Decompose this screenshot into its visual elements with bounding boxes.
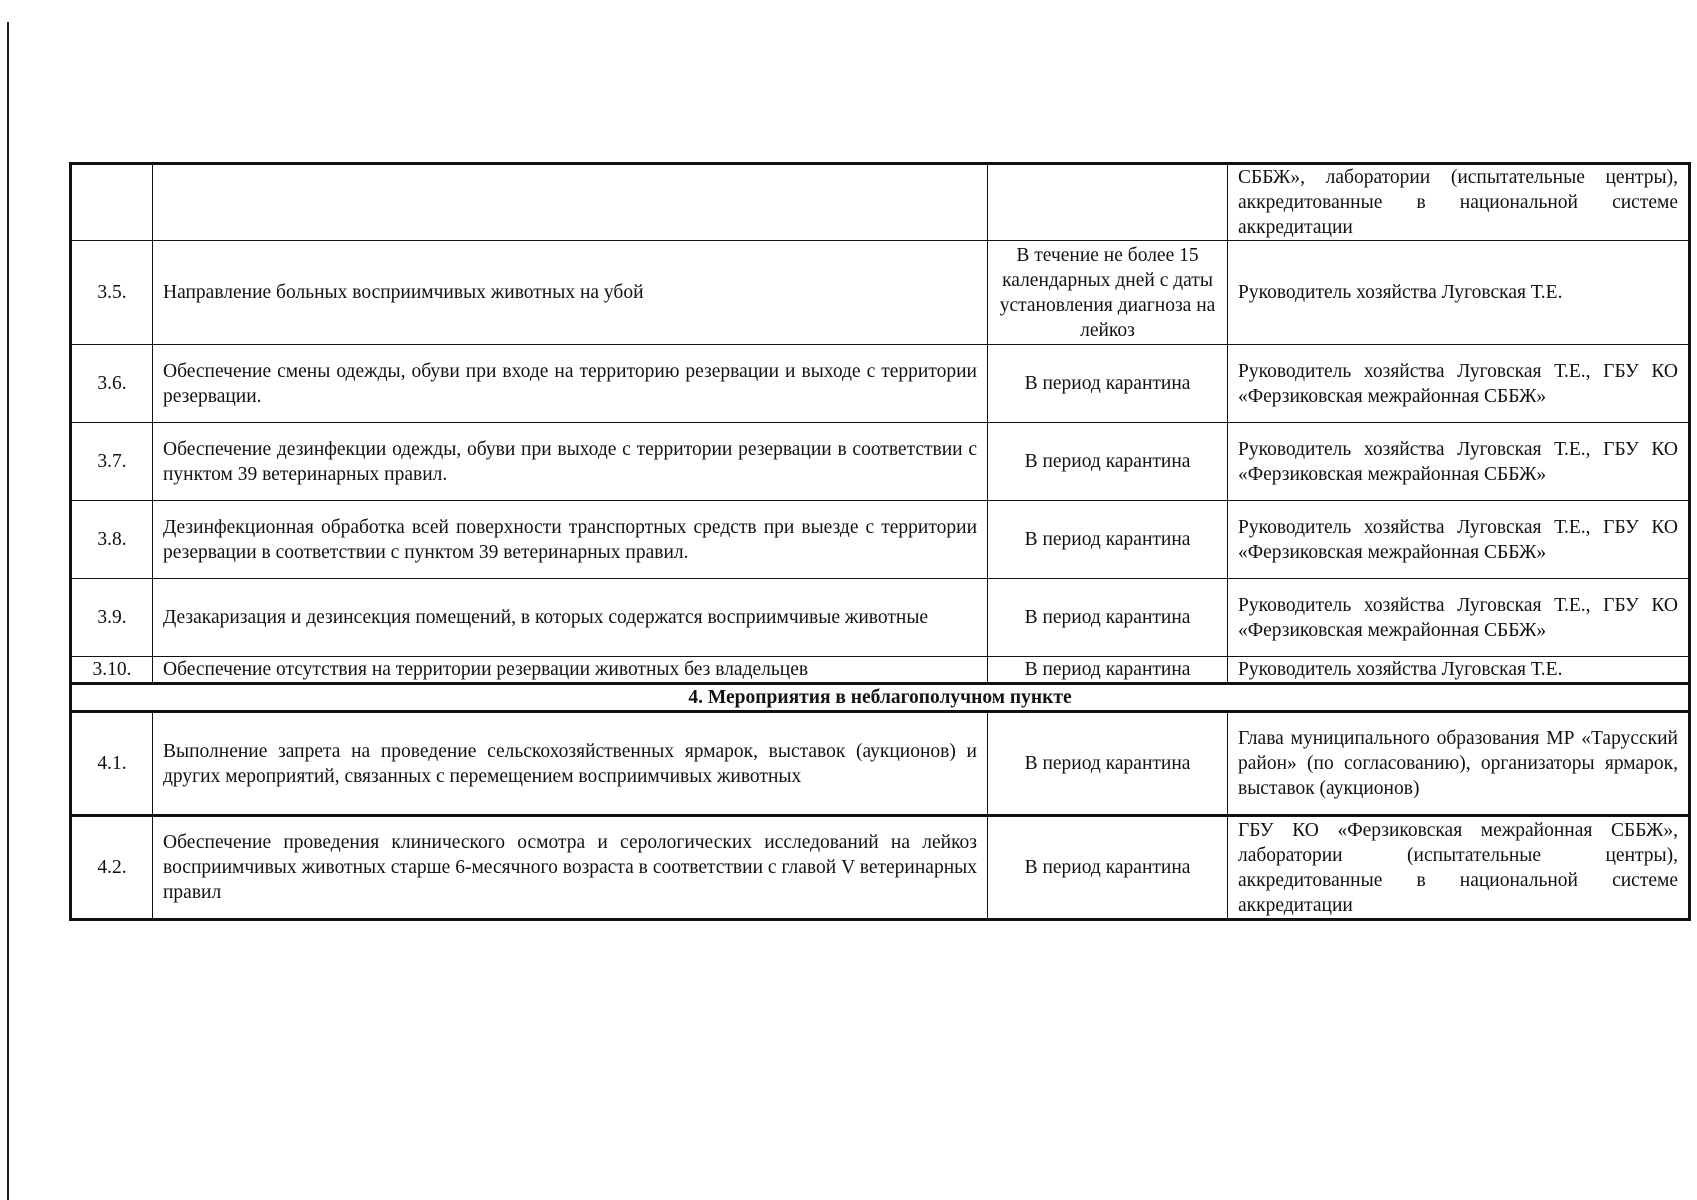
page-margin-line	[7, 22, 9, 1200]
row-term: В период карантина	[988, 712, 1228, 816]
row-action: Дезакаризация и дезинсекция помещений, в которых содержатся восприимчивые животные	[153, 579, 988, 657]
row-number: 4.2.	[71, 816, 153, 920]
row-responsible: Руководитель хозяйства Луговская Т.Е.	[1228, 657, 1690, 684]
table-row	[71, 164, 1690, 241]
row-term: В период карантина	[988, 501, 1228, 579]
table-row	[71, 423, 1690, 501]
row-responsible: Глава муниципального образования МР «Тарусский район» (по согласованию), организаторы ярмарок, выставок (аукционов)	[1228, 712, 1690, 816]
row-term: В период карантина	[988, 657, 1228, 684]
row-action: Обеспечение отсутствия на территории резервации животных без владельцев	[153, 657, 988, 684]
row-number: 3.5.	[71, 241, 153, 345]
table-row	[71, 816, 1690, 920]
table-row	[71, 579, 1690, 657]
row-action	[153, 164, 988, 241]
row-number: 4.1.	[71, 712, 153, 816]
row-term: В период карантина	[988, 345, 1228, 423]
row-action: Дезинфекционная обработка всей поверхности транспортных средств при выезде с территории резервации в соответствии с пунктом 39 ветеринарных правил.	[153, 501, 988, 579]
row-number: 3.7.	[71, 423, 153, 501]
row-action: Обеспечение проведения клинического осмотра и серологических исследований на лейкоз восприимчивых животных старше 6-месячного возраста в соответствии с главой V ветеринарных правил	[153, 816, 988, 920]
row-responsible: Руководитель хозяйства Луговская Т.Е., ГБУ КО «Ферзиковская межрайонная СББЖ»	[1228, 579, 1690, 657]
row-action: Направление больных восприимчивых животных на убой	[153, 241, 988, 345]
row-term: В период карантина	[988, 816, 1228, 920]
section-header-row	[71, 684, 1690, 712]
row-number: 3.9.	[71, 579, 153, 657]
row-action: Обеспечение дезинфекции одежды, обуви при выходе с территории резервации в соответствии с пунктом 39 ветеринарных правил.	[153, 423, 988, 501]
table-row	[71, 501, 1690, 579]
row-action: Выполнение запрета на проведение сельскохозяйственных ярмарок, выставок (аукционов) и других мероприятий, связанных с перемещением восприимчивых животных	[153, 712, 988, 816]
row-responsible: Руководитель хозяйства Луговская Т.Е.	[1228, 241, 1690, 345]
table-row	[71, 712, 1690, 816]
section-title: 4. Мероприятия в неблагополучном пункте	[71, 684, 1690, 712]
row-responsible: СББЖ», лаборатории (испытательные центры), аккредитованные в национальной системе аккредитации	[1228, 164, 1690, 241]
row-action: Обеспечение смены одежды, обуви при входе на территорию резервации и выходе с территории резервации.	[153, 345, 988, 423]
row-number	[71, 164, 153, 241]
row-term: В период карантина	[988, 423, 1228, 501]
row-number: 3.10.	[71, 657, 153, 684]
row-responsible: Руководитель хозяйства Луговская Т.Е., ГБУ КО «Ферзиковская межрайонная СББЖ»	[1228, 423, 1690, 501]
measures-table	[69, 162, 1691, 921]
row-number: 3.6.	[71, 345, 153, 423]
table-row	[71, 657, 1690, 684]
row-term: В период карантина	[988, 579, 1228, 657]
table-row	[71, 241, 1690, 345]
row-responsible: Руководитель хозяйства Луговская Т.Е., ГБУ КО «Ферзиковская межрайонная СББЖ»	[1228, 345, 1690, 423]
row-responsible: Руководитель хозяйства Луговская Т.Е., ГБУ КО «Ферзиковская межрайонная СББЖ»	[1228, 501, 1690, 579]
row-responsible: ГБУ КО «Ферзиковская межрайонная СББЖ», лаборатории (испытательные центры), аккредитованные в национальной системе аккредитации	[1228, 816, 1690, 920]
row-number: 3.8.	[71, 501, 153, 579]
table-row	[71, 345, 1690, 423]
row-term: В течение не более 15 календарных дней с даты установления диагноза на лейкоз	[988, 241, 1228, 345]
row-term	[988, 164, 1228, 241]
